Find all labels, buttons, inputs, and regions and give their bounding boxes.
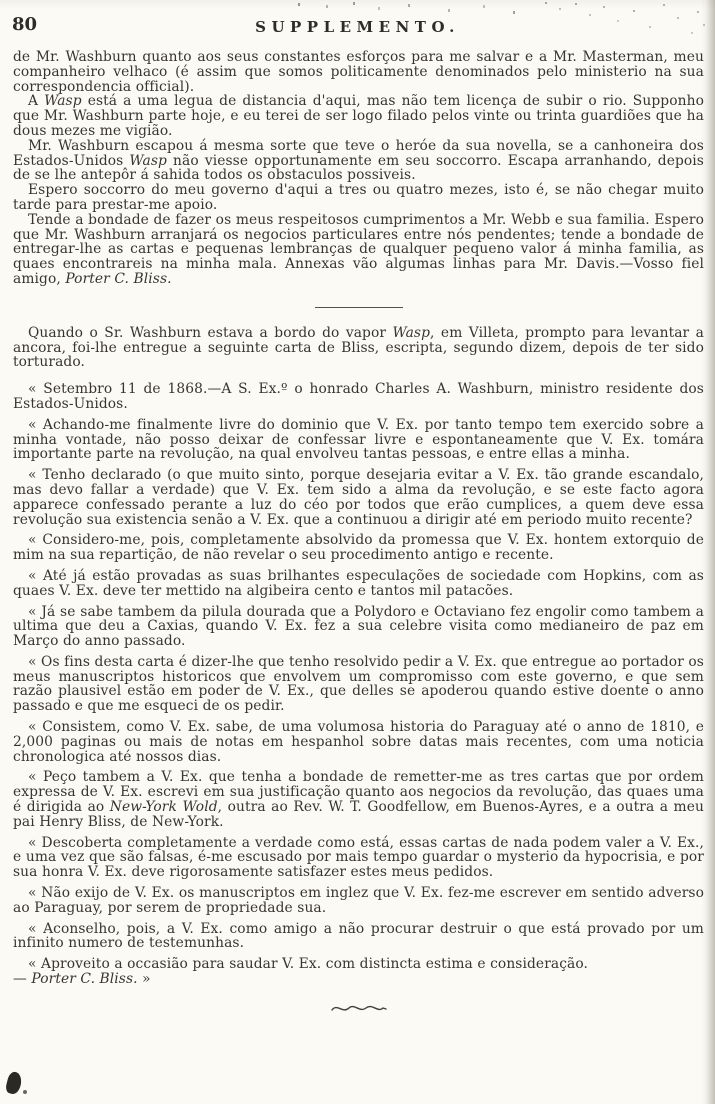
text-run: A <box>28 93 45 110</box>
text-run: Tende a bondade de fazer os meus respeitosos cumprimentos a Mr. Webb e sua familia. Espero que Mr. Washburn arranjará os negocios particulares entre nós pendentes; tende a bondade de entregar-lhe as cartas e pequenas lembranças de qualquer pequeno valor á minha familia, as quaes encontrareis na minha mala. Annexas vão algumas linhas para Mr. Davis.—Vosso fiel amigo, <box>13 211 704 287</box>
text-run: « Descoberta completamente a verdade como está, essas cartas de nada podem valer a V. Ex., e uma vez que são falsas, é-me escusado por mais tempo guardar o mysterio da hypocrisia, e por sua honra V. Ex. deve rigorosamente satisfazer estes meus pedidos. <box>13 834 704 881</box>
ink-blot-artifact <box>5 1071 24 1096</box>
scan-speckles-top-right <box>545 2 547 4</box>
paragraph <box>13 382 704 412</box>
text-run: Mr. Washburn escapou á mesma sorte que teve o heróe da sua novella, se a canhoneira dos Estados-Unidos <box>13 137 704 169</box>
text-run: « Já se sabe tambem da pilula dourada que a Polydoro e Octaviano fez engolir como tambem a ultima que deu a Caxias, quando V. Ex. fez a sua celebre visita como medianeiro de paz em Março do anno passado. <box>13 603 704 650</box>
text-run: « Considero-me, pois, completamente absolvido da promessa que V. Ex. hontem extorquio de mim na sua repartição, de não revelar o seu procedimento antigo e recente. <box>13 532 704 564</box>
text-run: « Os fins desta carta é dizer-lhe que tenho resolvido pedir a V. Ex. que entregue ao portador os meus manuscriptos historicos que envolvem um compromisso com este governo, e que sem razão plausivel estão em poder de V. Ex., que delles se apoderou quando estive doente o anno passado e que me esqueci de os pedir. <box>13 653 704 715</box>
paragraph <box>13 326 704 370</box>
section-divider-rule <box>315 307 403 308</box>
paragraph <box>13 213 704 287</box>
paragraph <box>13 94 704 138</box>
ink-dot-artifact <box>23 1090 27 1094</box>
scan-speckles-top-center <box>298 3 300 6</box>
text-run: « Tenho declarado (o que muito sinto, porque desejaria evitar a V. Ex. tão grande escandalo, mas devo fallar a verdade) que V. Ex. tem sido a alma da revolução, e se este facto agora apparece confessado perante a luz do céo por todos que erão cumplices, a quem deve essa revolução sua existencia senão a V. Ex. que a continuou a dirigir até em periodo muito recente? <box>13 467 704 528</box>
page-header-title: SUPPLEMENTO. <box>255 18 460 36</box>
text-run: « Aproveito a occasião para saudar V. Ex. com distincta estima e consideração. <box>28 956 589 973</box>
text-run: « Consistem, como V. Ex. sabe, de uma volumosa historia do Paraguay até o anno de 1810, e 2,000 paginas ou mais de notas em hespanhol sobre datas mais recentes, com uma noticia chronologica até nossos dias. <box>13 719 704 765</box>
text-run: — <box>13 971 32 988</box>
text-run: « Aconselho, pois, a V. Ex. como amigo a não procurar destruir o que está provado por um infinito numero de testemunhas. <box>13 920 704 952</box>
paragraph <box>13 605 704 649</box>
text-run: « Não exijo de V. Ex. os manuscriptos em inglez que V. Ex. fez-me escrever em sentido adverso ao Paraguay, por serem de propriedade sua. <box>13 885 704 916</box>
paragraph <box>13 655 704 714</box>
paragraph <box>13 533 704 563</box>
intro-section <box>13 50 704 287</box>
text-run: , outra ao Rev. W. T. Goodfellow, em Buenos-Ayres, e a outra a meu pai Henry Bliss, de New-York. <box>13 799 704 830</box>
text-run: está a uma legua de distancia d'aqui, mas não tem licença de subir o rio. Supponho que Mr. Washburn parte hoje, e eu terei de ser logo filado pelos vinte ou trinta guardiões que ha dous mezes me vigião. <box>13 93 704 139</box>
page-header <box>0 0 715 44</box>
page-number: 80 <box>12 14 38 35</box>
text-run: de Mr. Washburn quanto aos seus constantes esforços para me salvar e a Mr. Masterman, meu companheiro velhaco (é assim que somos politicamente denominados pelo ministerio na sua correspondencia official). <box>13 49 704 95</box>
italic-text-run: Porter C. Bliss. <box>31 971 138 988</box>
paragraph <box>13 418 704 462</box>
page-body <box>13 50 704 1019</box>
letter-section <box>13 382 704 987</box>
paragraph <box>13 770 704 829</box>
text-run: Quando o Sr. Washburn estava a bordo do vapor <box>28 324 393 341</box>
paragraph <box>13 957 704 987</box>
paragraph <box>13 468 704 527</box>
text-run: » <box>137 971 151 988</box>
italic-text-run: Wasp <box>44 93 82 110</box>
italic-text-run: Wasp <box>392 324 431 341</box>
narrative-section <box>13 326 704 370</box>
paragraph <box>13 922 704 952</box>
paragraph <box>13 139 704 183</box>
italic-text-run: New-York Wold <box>109 799 218 816</box>
text-run: não viesse opportunamente em seu soccorro. Escapa arranhando, depois de se lhe antepôr á sahida todos os obstaculos possiveis. <box>13 152 704 184</box>
paragraph <box>13 720 704 764</box>
text-run: « Até já estão provadas as suas brilhantes especulações de sociedade com Hopkins, com as quaes V. Ex. deve ter mettido na algibeira cento e tantos mil patacões. <box>13 567 704 599</box>
text-run: Espero soccorro do meu governo d'aqui a tres ou quatro mezes, isto é, se não chegar muito tarde para prestar-me apoio. <box>13 182 704 213</box>
page-edge-shadow <box>706 0 715 1104</box>
text-run: « Achando-me finalmente livre do dominio que V. Ex. por tanto tempo tem exercido sobre a minha vontade, não posso deixar de confessar livre e espontaneamente que V. Ex. tomára importante parte na revolução, na qual envolveu tantas pessoas, e entre ellas a minha. <box>13 416 704 463</box>
italic-text-run: Wasp <box>129 152 167 169</box>
end-ornament-icon <box>13 1003 704 1019</box>
text-run: , em Villeta, prompto para levantar a ancora, foi-lhe entregue a seguinte carta de Bliss, escripta, segundo dizem, depois de ter sido torturado. <box>13 324 704 371</box>
paragraph <box>13 569 704 599</box>
paragraph <box>13 183 704 213</box>
paragraph <box>13 886 704 916</box>
paragraph <box>13 50 704 94</box>
italic-text-run: Porter C. Bliss. <box>65 270 172 287</box>
paragraph <box>13 836 704 880</box>
text-run: « Peço tambem a V. Ex. que tenha a bondade de remetter-me as tres cartas que por ordem expressa de V. Ex. escrevi em sua justificação quanto aos negocios da revolução, das quaes uma é dirigida ao <box>13 769 704 816</box>
text-run: « Setembro 11 de 1868.—A S. Ex.º o honrado Charles A. Washburn, ministro residente dos Estados-Unidos. <box>13 381 704 412</box>
